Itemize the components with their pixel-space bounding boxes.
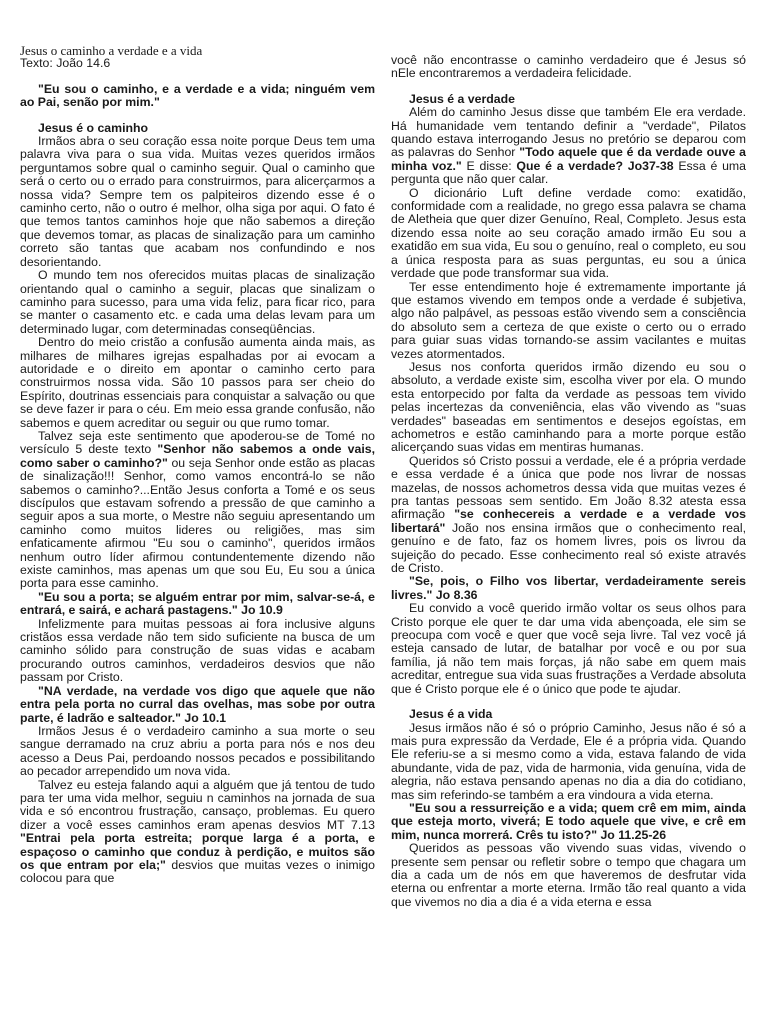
section-heading-caminho: Jesus é o caminho [38, 120, 149, 135]
paragraph-text: E disse: [461, 158, 517, 173]
paragraph: Irmãos Jesus é o verdadeiro caminho a sua morte o seu sangue derramado na cruz abriu a porta para nós e nos deu acesso a Deus Pai, perdoando nossos pecados e possibilitando ao pecador arrependido um nova vida. [20, 723, 375, 779]
paragraph: Jesus nos conforta queridos irmão dizendo eu sou o absoluto, a verdade existe sim, escolha viver por ela. O mundo esta entorpecido por falta da verdade as pessoas tem vivido pelas incertezas da conveniência, elas vão vivendo as "suas verdades" baseadas em sentimentos e desejos egoístas, em achometros e estão caminhando para a morte porque estão alicerçando suas vidas em mentiras humanas. [391, 359, 746, 455]
paragraph-text: Essa é uma pergunta que não quer calar. [391, 158, 746, 187]
paragraph [20, 430, 375, 591]
paragraph-text: ou seja Senhor onde estão as placas de sinalização!!! Senhor, como vamos encontrá-lo se não sabemos o caminho?...Então Jesus conforta a Tomé e os seus discípulos que estavam sofrendo a pressão de que caminho a seguir apos a sua morte, o Mestre não seguiu apresentando um caminho como muitos lideres ou religiões, mas sim enfaticamente afirmou "Eu sou o caminho", queridos irmãos nenhum outro líder afirmou contundentemente dizendo não existe caminhos, mas apenas um que sou Eu, Eu sou a única porta para esse caminho. [20, 455, 375, 591]
paragraph-text: desvios que muitas vezes o inimigo colocou para que [20, 857, 375, 886]
paragraph-text: Talvez seja este sentimento que apoderou-se de Tomé no versículo 5 deste texto [20, 428, 375, 457]
section-heading-verdade: Jesus é a verdade [409, 91, 515, 106]
bible-quote: "Se, pois, o Filho vos libertar, verdadeiramente sereis livres." Jo 8.36 [391, 574, 746, 602]
paragraph: O dicionário Luft define verdade como: exatidão, conformidade com a realidade, no grego essa palavra se chama de Aletheia que quer dizer Genuíno, Real, Completo. Jesus esta dizendo essa noite ao seu coração amado irmão Eu sou a exatidão em sua vida, Eu sou o genuíno, real o completo, eu sou a única resposta para as suas perguntas, eu sou a única verdade que pode transformar sua vida. [391, 185, 746, 281]
paragraph-text: João nos ensina irmãos que o conhecimento real, genuíno e de fato, faz os homem livres, pois os livrou da sujeição do pecado. Esse conhecimento real só existe através de Cristo. [391, 520, 746, 576]
paragraph: Ter esse entendimento hoje é extremamente importante já que estamos vivendo em tempos onde a verdade é subjetiva, algo não palpável, as pessoas estão vivendo sem a consciência do absoluto sem a certeza de que existe o certo ou o errado para guiar suas vidas tornando-se assim vacilantes e muitas vezes atormentados. [391, 279, 746, 361]
bible-quote: "NA verdade, na verdade vos digo que aquele que não entra pela porta no curral das ovelhas, mas sobe por outra parte, é ladrão e salteador." Jo 10.1 [20, 683, 375, 725]
paragraph: Infelizmente para muitas pessoas ai fora inclusive alguns cristãos essa verdade não tem sido suficiente na busca de um caminho sólido para construção de suas vidas e acabam procurando outros caminhos, verdadeiros desvios que não passam por Cristo. [20, 616, 375, 685]
bold-quote: "Senhor não sabemos a onde vais, como saber o caminho?" [20, 442, 375, 470]
paragraph [391, 455, 746, 576]
bible-quote: "Eu sou a porta; se alguém entrar por mim, salvar-se-á, e entrará, e sairá, e achará pastagens." Jo 10.9 [20, 589, 375, 618]
paragraph: O mundo tem nos oferecidos muitas placas de sinalização orientando qual o caminho a seguir, placas que sinalizam o caminho para sucesso, para uma vida feliz, para ficar rico, para se manter o casamento etc. e cada uma delas levam para um determinado lugar, com determinadas conseqüências. [20, 268, 375, 336]
right-column [391, 54, 746, 909]
bold-quote: "Todo aquele que é da verdade ouve a minha voz." [391, 145, 746, 173]
paragraph [20, 779, 375, 886]
paragraph: Jesus irmãos não é só o próprio Caminho, Jesus não é só a mais pura expressão da Verdade, Ele é a própria vida. Quando Ele referiu-se a si mesmo como a vida, estava falando de vida abundante, vida de paz, vida de harmonia, vida genuína, vida de alegria, não estava pensando apenas no dia a dia do cotidiano, mas sim referindo-se também a era vindoura a vida eterna. [391, 720, 746, 802]
paragraph-text: Queridos só Cristo possui a verdade, ele é a própria verdade e essa verdade é a única que pode nos livrar de nossas mazelas, de nossos achometros dessa vida que muitas vezes é pra tantas pessoas sem sentido. Em João 8.32 atesta essa afirmação [391, 453, 746, 522]
document-title: Jesus o caminho a verdade e a vida [20, 43, 203, 58]
paragraph [391, 106, 746, 186]
left-column [20, 40, 375, 909]
paragraph: Queridos as pessoas vão vivendo suas vidas, vivendo o presente sem pensar ou refletir sobre o tempo que chagara um dia a cada um de nós em que haveremos de desfrutar vida eterna ou enfrentar a morte eterna. Irmão tão real quanto a vida que vivemos no dia a dia é a vida eterna e essa [391, 841, 746, 909]
paragraph-text: Talvez eu esteja falando aqui a alguém que já tentou de tudo para ter uma vida melhor, seguiu n caminhos na jornada de sua vida e só encontrou frustração, cansaço, problemas. Eu quero dizer a você esses caminhos eram apenas desvios MT 7.13 [20, 777, 375, 832]
scripture-reference: Texto: João 14.6 [20, 56, 111, 71]
paragraph-continuation: você não encontrasse o caminho verdadeiro que é Jesus só nEle encontraremos a verdadeira felicidade. [391, 53, 746, 81]
paragraph: Dentro do meio cristão a confusão aumenta ainda mais, as milhares de milhares igrejas espalhadas por ai evocam a autoridade e o direito em apontar o caminho certo para construirmos nossa vida. São 10 passos para ser cheio do Espírito, doutrinas essenciais para conquistar a salvação ou que se deve fazer ir para o céu. Em meio essa grande confusão, não sabemos e quem acreditar ou seguir ou que rumo tomar. [20, 335, 375, 430]
section-heading-vida: Jesus é a vida [409, 707, 493, 722]
bold-quote: "Entrai pela porta estreita; porque larga é a porta, e espaçoso o caminho que conduz à perdição, e muitos são os que entram por ela;" [20, 831, 375, 872]
opening-quote: "Eu sou o caminho, e a verdade e a vida; ninguém vem ao Pai, senão por mim." [20, 81, 375, 110]
bold-quote: "se conhecereis a verdade e a verdade vos libertará" [391, 507, 746, 535]
paragraph: Eu convido a você querido irmão voltar os seus olhos para Cristo porque ele quer te dar uma vida abençoada, ele sim se preocupa com você e quer que você seja livre. Tal vez você já esteja cansado de lutar, de batalhar por você e ou por sua família, já não tem mais forças, já não sabe em quem mais acreditar, entregue sua vida suas frustrações a Verdade absoluta que é Cristo porque ele é o único que pode te ajudar. [391, 601, 746, 696]
bold-quote: Que é a verdade? Jo37-38 [516, 158, 674, 173]
paragraph: Irmãos abra o seu coração essa noite porque Deus tem uma palavra viva para o sua vida. Muitas vezes queridos irmãos perguntamos sobre qual o caminho seguir. Qual o caminho que será o certo ou o errado para construirmos, para alicerçarmos a nossa vida? Sempre tem os palpiteiros dizendo esse é o caminho certo, não o outro é melhor, olha siga por aqui. O fato é que temos tantos caminhos hoje que não sabemos a direção que devemos tomar, as placas de sinalização para um caminho correto são tantas que acabam nos confundindo e nos desorientando. [20, 134, 375, 269]
bible-quote: "Eu sou a ressurreição e a vida; quem crê em mim, ainda que esteja morto, viverá; E todo aquele que vive, e crê em mim, nunca morrerá. Crês tu isto?" Jo 11.25-26 [391, 800, 746, 842]
paragraph-text: Além do caminho Jesus disse que também Ele era verdade. Há humanidade vem tentando definir a "verdade", Pilatos quando estava interrogando Jesus no pretório se deparou com as palavras do Senhor [391, 105, 746, 160]
